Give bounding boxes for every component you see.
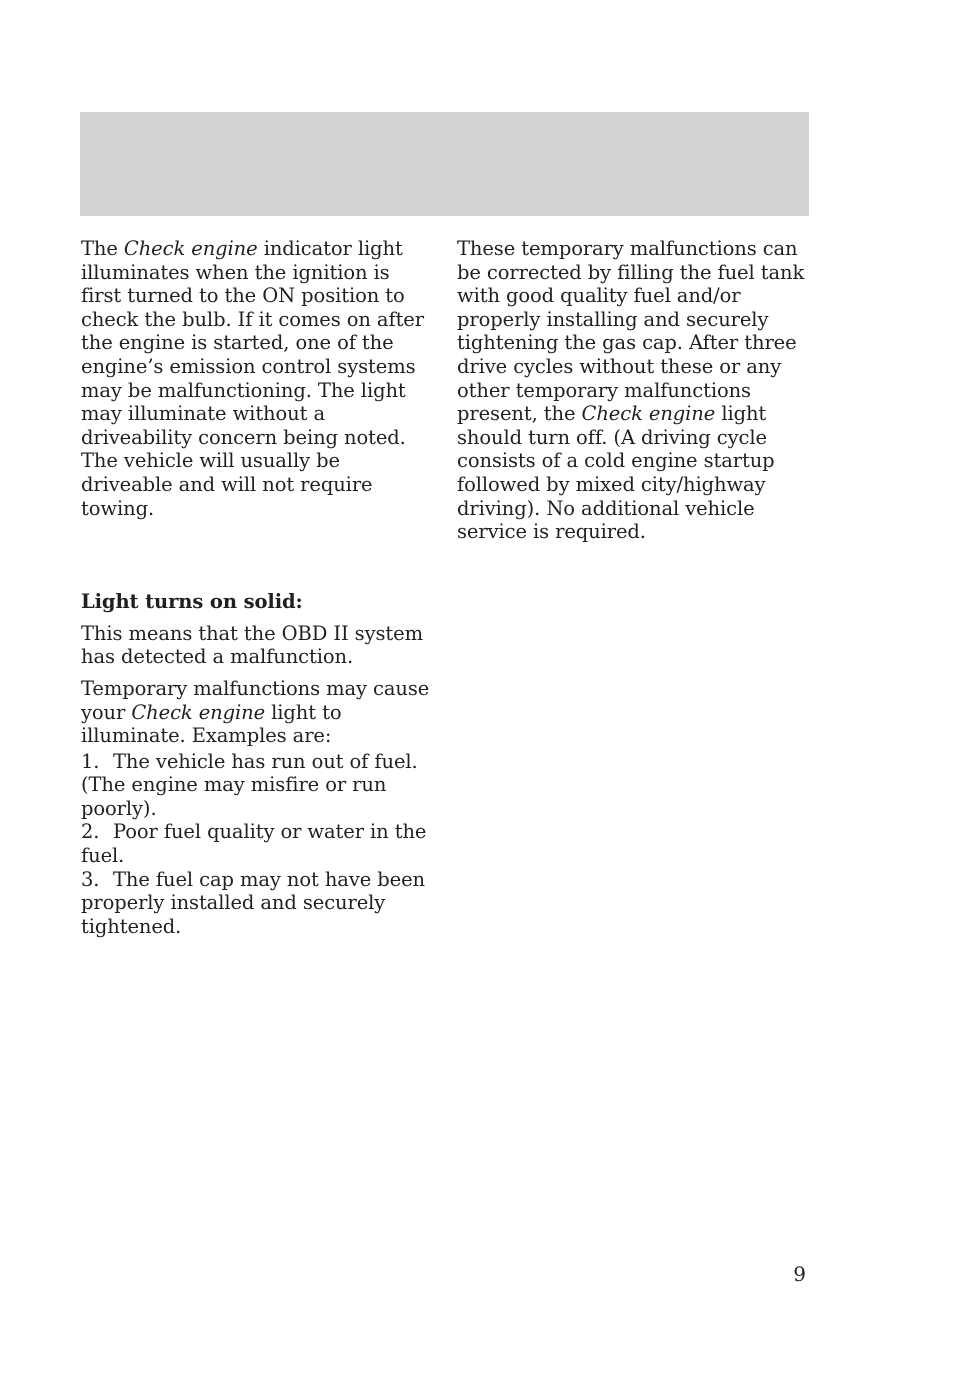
list-item: 1. The vehicle has run out of fuel. (The engine may misfire or run poorly). [81, 749, 418, 820]
obd-paragraph: This means that the OBD II system has detected a malfunction. [81, 621, 423, 669]
left-column [81, 237, 431, 938]
list-item: 2. Poor fuel quality or water in the fuel. [81, 820, 427, 868]
list-item: 3. The fuel cap may not have been properly installed and securely tightened. [81, 867, 426, 938]
correction-paragraph: These temporary malfunctions can be corrected by filling the fuel tank with good quality fuel and/or properly installing and securely tightening the gas cap. After three drive cycles without these or any other temporary malfunctions present, the Check engine light should turn off. (A driving cycle consists of a cold engine startup followed by mixed city/highway driving). No additional vehicle service is required. [457, 237, 805, 544]
temporary-malfunctions-paragraph: Temporary malfunctions may cause your Check engine light to illuminate. Examples are: [81, 676, 430, 748]
check-engine-term: Check engine [123, 237, 258, 260]
intro-paragraph: The Check engine indicator light illuminates when the ignition is first turned to the ON position to check the bulb. If it comes on after the engine is started, one of the engine’s emission control systems may be malfunctioning. The light may illuminate without a driveability concern being noted. The vehicle will usually be driveable and will not require towing. [81, 237, 424, 520]
header-band [80, 112, 809, 216]
right-column [457, 237, 807, 544]
page-number: 9 [793, 1262, 806, 1286]
check-engine-term: Check engine [131, 700, 266, 724]
check-engine-term: Check engine [581, 402, 716, 426]
section-heading: Light turns on solid: [81, 590, 303, 614]
examples-list [81, 750, 431, 939]
